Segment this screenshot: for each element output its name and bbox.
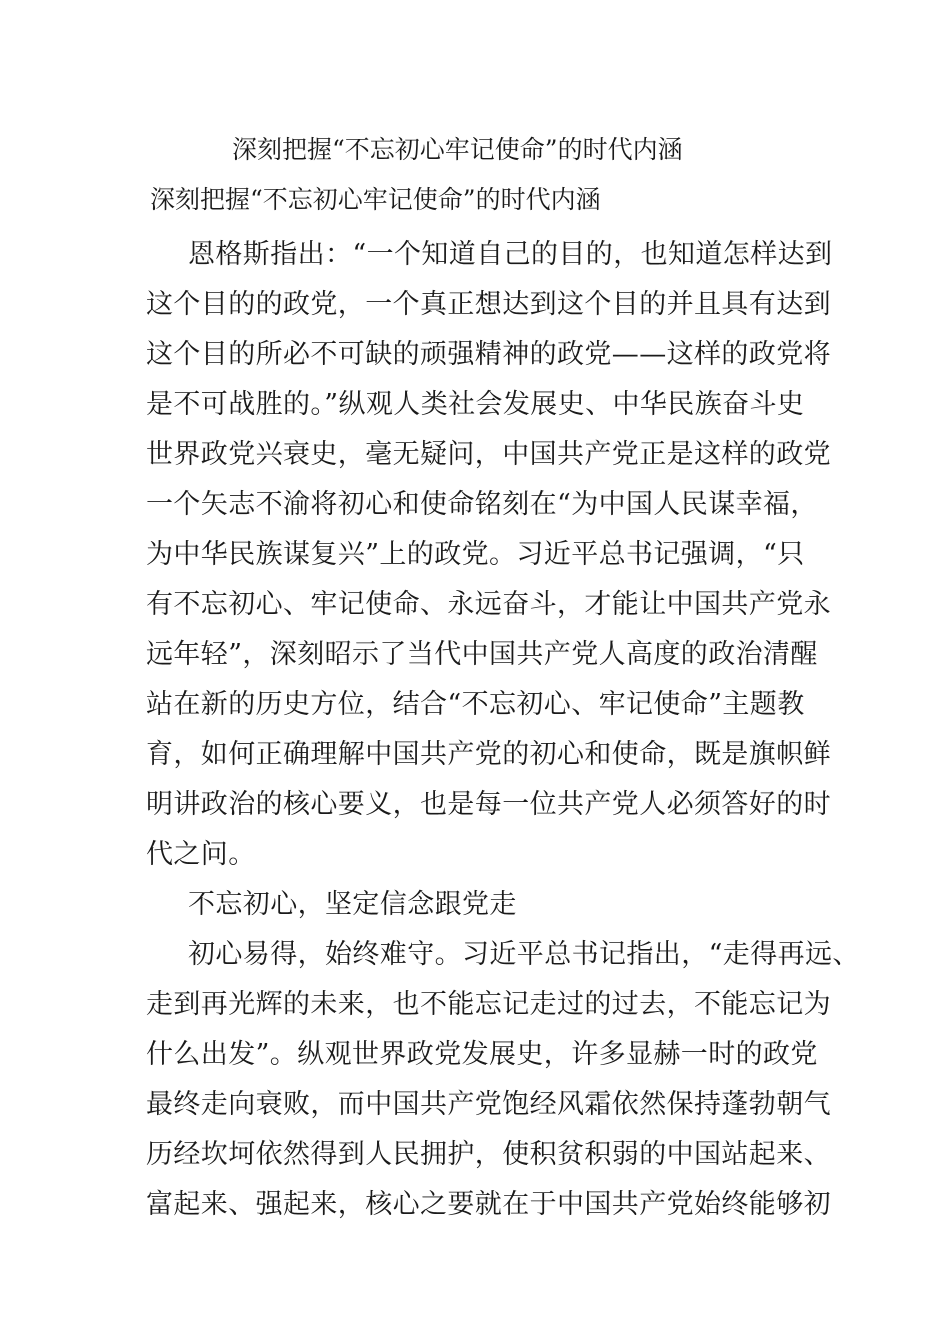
- paragraph-line: 最终走向衰败，而中国共产党饱经风霜依然保持蓬勃朝气: [146, 1089, 831, 1120]
- document-subtitle: 深刻把握“不忘初心牢记使命”的时代内涵: [150, 185, 601, 214]
- paragraph-line: 为中华民族谋复兴”上的政党。习近平总书记强调，“只: [146, 539, 805, 570]
- paragraph-line: 是不可战胜的。”纵观人类社会发展史、中华民族奋斗史: [146, 389, 805, 420]
- paragraph-line: 历经坎坷依然得到人民拥护，使积贫积弱的中国站起来、: [146, 1139, 831, 1170]
- document-title: 深刻把握“不忘初心牢记使命”的时代内涵: [232, 135, 683, 164]
- paragraph-line: 远年轻”，深刻昭示了当代中国共产党人高度的政治清醒: [146, 639, 818, 670]
- paragraph-line: 一个矢志不渝将初心和使命铭刻在“为中国人民谋幸福，: [146, 489, 818, 520]
- paragraph-line: 恩格斯指出：“一个知道自己的目的，也知道怎样达到: [188, 239, 833, 270]
- paragraph-line: 世界政党兴衰史，毫无疑问，中国共产党正是这样的政党: [146, 439, 831, 470]
- paragraph-line: 站在新的历史方位，结合“不忘初心、牢记使命”主题教: [146, 689, 805, 720]
- section-heading: 不忘初心，坚定信念跟党走: [188, 889, 517, 920]
- paragraph-line: 代之问。: [146, 839, 256, 870]
- paragraph-line: 有不忘初心、牢记使命、永远奋斗，才能让中国共产党永: [146, 589, 831, 620]
- paragraph-line: 什么出发”。纵观世界政党发展史，许多显赫一时的政党: [146, 1039, 818, 1070]
- paragraph-line: 走到再光辉的未来，也不能忘记走过的过去，不能忘记为: [146, 989, 831, 1020]
- paragraph-line: 育，如何正确理解中国共产党的初心和使命，既是旗帜鲜: [146, 739, 831, 770]
- paragraph-line: 富起来、强起来，核心之要就在于中国共产党始终能够初: [146, 1189, 831, 1220]
- paragraph-line: 这个目的的政党，一个真正想达到这个目的并且具有达到: [146, 289, 831, 320]
- document-body: [146, 230, 860, 1230]
- paragraph-line: 明讲政治的核心要义，也是每一位共产党人必须答好的时: [146, 789, 831, 820]
- paragraph-line: 这个目的所必不可缺的顽强精神的政党——这样的政党将: [146, 339, 831, 370]
- paragraph-line: 初心易得，始终难守。习近平总书记指出，“走得再远、: [188, 939, 860, 970]
